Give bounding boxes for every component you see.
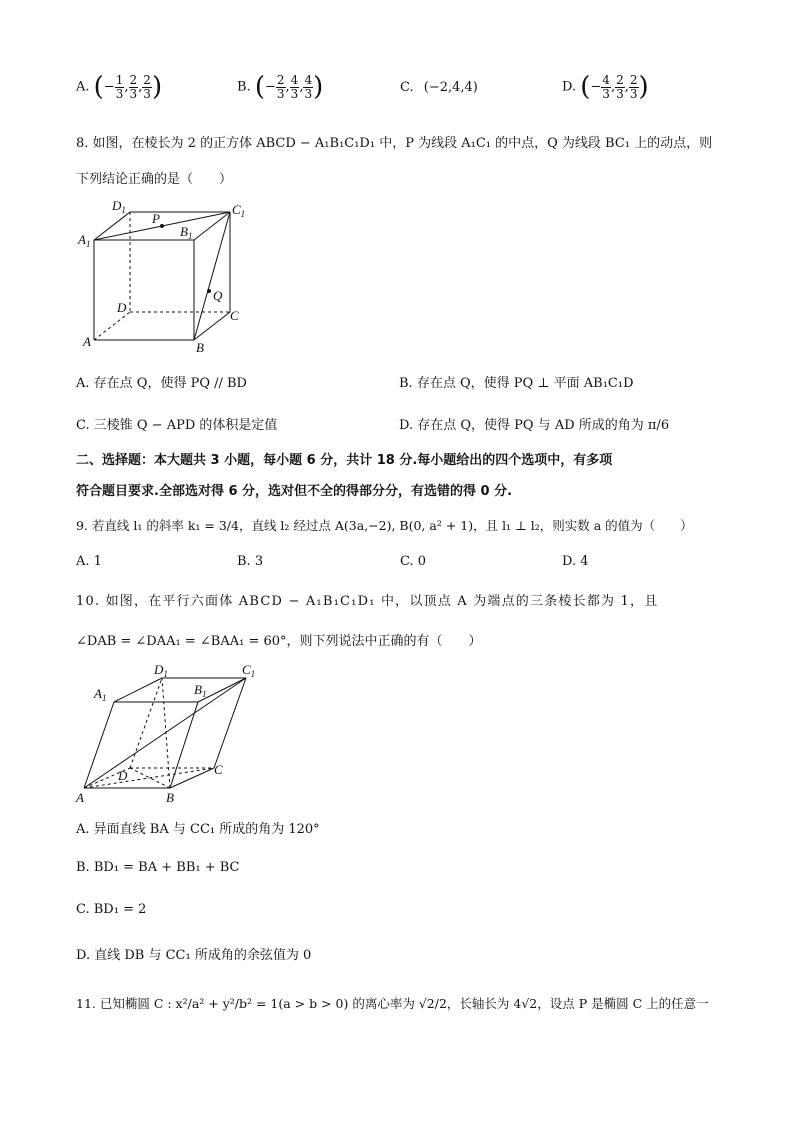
section2-heading-line1: 二、选择题：本大题共 3 小题，每小题 6 分，共计 18 分.每小题给出的四个选项中，有多项 — [76, 453, 613, 468]
q10-option-a: A. 异面直线 BA 与 CC₁ 所成的角为 120° — [76, 822, 320, 837]
q10-option-b — [76, 860, 239, 875]
q9-option-d: D. 4 — [562, 554, 589, 569]
label-c: C — [230, 308, 239, 323]
q8-option-d: D. 存在点 Q，使得 PQ 与 AD 所成的角为 π/6 — [399, 418, 670, 433]
label-b: B — [166, 790, 174, 805]
label-b: B — [196, 340, 204, 355]
point-q — [207, 289, 211, 293]
q7-option-c — [400, 80, 478, 95]
label-b1: $B_1$ — [180, 224, 193, 241]
q8-option-a: A. 存在点 Q，使得 PQ // BD — [76, 376, 247, 391]
q7-option-d: D. (− $\frac{4}{3}$ , $\frac{2}{3}$ , $\frac{2}{3}$ ) — [562, 72, 649, 102]
label-q: Q — [213, 288, 223, 303]
q8-stem-line2: 下列结论正确的是（ ） — [76, 172, 233, 187]
q7-option-a-label: A. — [76, 79, 90, 95]
hidden-diag-ac — [84, 768, 214, 788]
q7-option-b-label: B. — [237, 79, 251, 95]
point-p — [160, 224, 164, 228]
q10-option-d: D. 直线 DB 与 CC₁ 所成角的余弦值为 0 — [76, 948, 312, 963]
q8-stem-line1: 8. 如图，在棱长为 2 的正方体 ABCD − A₁B₁C₁D₁ 中，P 为线段 A₁C₁ 的中点，Q 为线段 BC₁ 上的动点，则 — [76, 136, 713, 151]
q8-cube-figure — [74, 196, 274, 356]
hidden-edge — [94, 312, 130, 340]
q9-option-c: C. 0 — [400, 554, 427, 569]
hidden-diag-bd1 — [162, 678, 170, 788]
q9-stem: 9. 若直线 l₁ 的斜率 k₁ = 3/4，直线 l₂ 经过点 A(3a,−2), B(0, a² + 1)，且 l₁ ⊥ l₂，则实数 a 的值为（ ） — [76, 518, 693, 533]
label-a1: $A_1$ — [78, 232, 91, 249]
q8-option-b: B. 存在点 Q，使得 PQ ⊥ 平面 AB₁C₁D — [399, 376, 634, 391]
label-a: A — [76, 790, 84, 805]
q11-stem: 11. 已知椭圆 C : x²/a² + y²/b² = 1(a > b > 0) 的离心率为 √2/2，长轴长为 4√2，设点 P 是椭圆 C 上的任意一 — [76, 996, 709, 1011]
q10-option-c: C. BD₁ = 2 — [76, 902, 147, 917]
edge — [194, 312, 230, 340]
q10-stem-line2: ∠DAB = ∠DAA₁ = ∠BAA₁ = 60°，则下列说法中正确的有（ ） — [76, 634, 482, 649]
q9-option-a: A. 1 — [76, 554, 102, 569]
label-d: D — [117, 300, 127, 315]
q10-parallelepiped-figure — [74, 660, 274, 808]
label-c1: $C_1$ — [242, 662, 256, 679]
label-d1: $D_1$ — [154, 662, 168, 679]
q9-option-b: B. 3 — [237, 554, 264, 569]
section2-heading-line2: 符合题目要求.全部选对得 6 分，选对但不全的得部分分，有选错的得 0 分. — [76, 484, 513, 499]
q10-option-b-text: B. BD₁ = BA + BB₁ + BC — [76, 860, 240, 875]
q7-option-c-value: (−2,4,4) — [423, 80, 478, 95]
q10-stem-line1: 10. 如图，在平行六面体 ABCD − A₁B₁C₁D₁ 中，以顶点 A 为端点的三条棱长都为 1，且 — [76, 594, 659, 609]
label-b1: $B_1$ — [194, 682, 207, 699]
edge — [170, 702, 198, 788]
label-a: A — [83, 334, 91, 349]
q8-option-c: C. 三棱锥 Q − APD 的体积是定值 — [76, 418, 278, 433]
q7-option-c-label: C. — [400, 80, 414, 95]
q7-option-d-label: D. — [562, 79, 577, 95]
segment-bc1 — [194, 212, 230, 340]
label-c: C — [214, 762, 223, 777]
label-d: D — [118, 768, 128, 783]
q7-option-b: B. (− $\frac{2}{3}$ , $\frac{4}{3}$ , $\frac{4}{3}$ ) — [237, 72, 324, 102]
edge — [84, 702, 114, 788]
label-p: P — [152, 211, 160, 226]
q7-option-a: A. (− $\frac{1}{3}$ , $\frac{2}{3}$ , $\frac{2}{3}$ ) — [76, 72, 163, 102]
label-c1: $C_1$ — [232, 202, 246, 219]
label-a1: $A_1$ — [94, 686, 107, 703]
label-d1: $D_1$ — [112, 198, 126, 215]
